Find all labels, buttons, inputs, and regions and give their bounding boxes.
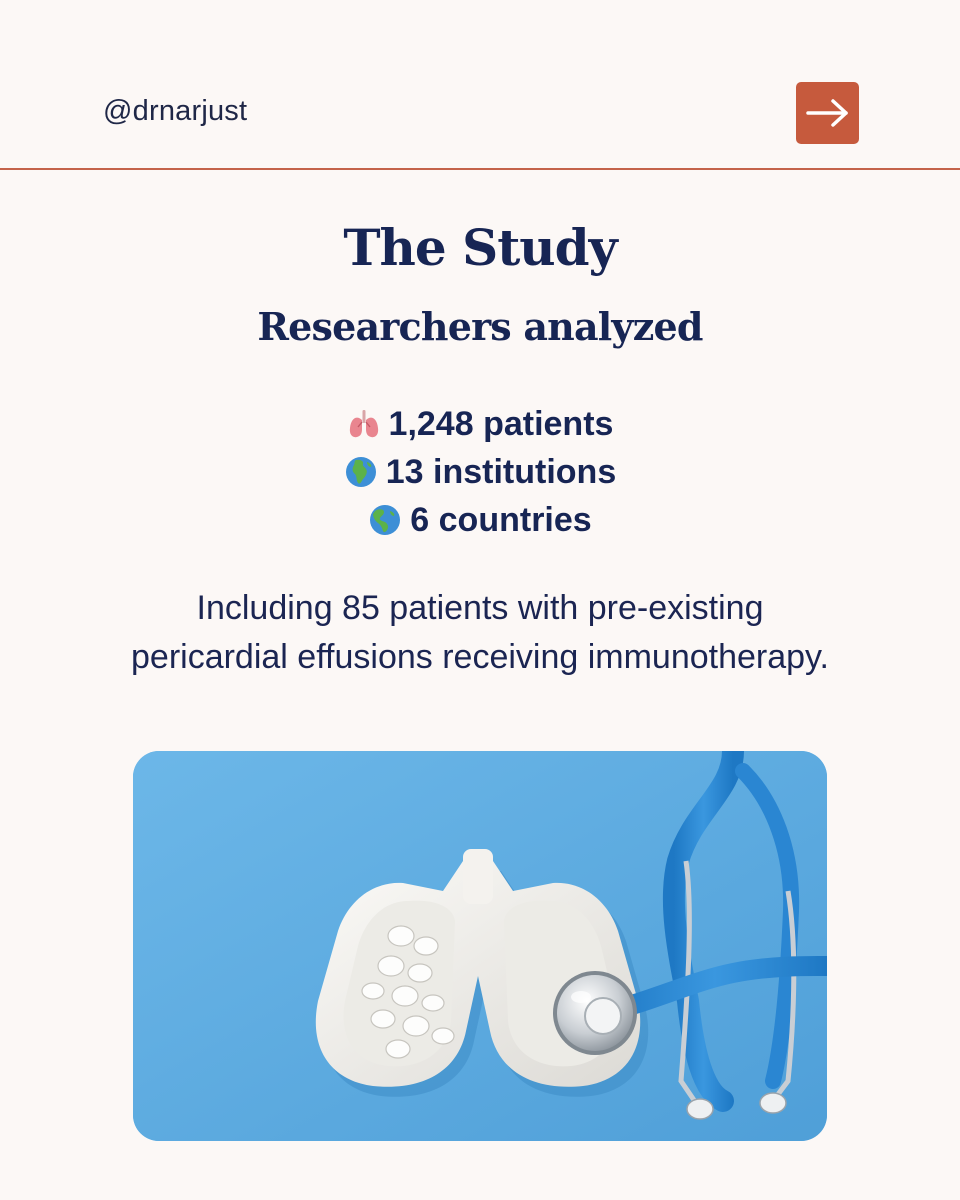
lungs-stethoscope-photo <box>133 751 827 1141</box>
stat-text: 13 institutions <box>385 453 617 491</box>
page-subtitle: Researchers analyzed <box>257 304 703 349</box>
arrow-right-icon <box>805 98 851 128</box>
account-handle: @drnarjust <box>103 95 248 127</box>
lungs-icon <box>347 407 381 441</box>
stat-text: 1,248 patients <box>388 405 614 443</box>
stat-countries <box>0 496 960 544</box>
study-illustration <box>133 751 827 1141</box>
globe-africa-europe-icon <box>344 455 378 489</box>
stats-list <box>0 400 960 544</box>
stat-text: 6 countries <box>410 501 592 539</box>
globe-americas-icon <box>368 503 402 537</box>
study-description: Including 85 patients with pre-existing pericardial effusions receiving immunotherapy. <box>131 589 829 676</box>
page-title: The Study <box>343 218 617 277</box>
next-button[interactable] <box>796 82 859 144</box>
header-divider <box>0 168 960 170</box>
stat-institutions <box>0 448 960 496</box>
stat-patients <box>0 400 960 448</box>
